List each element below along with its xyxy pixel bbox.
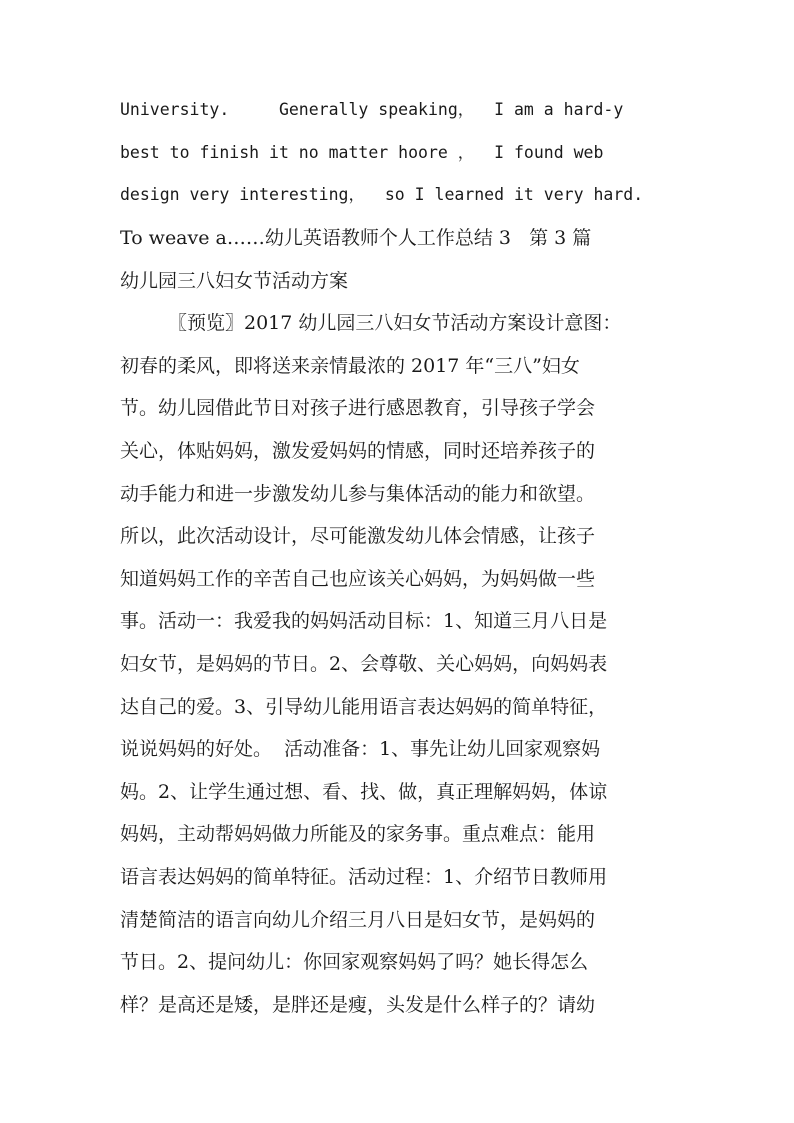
text-line: 妇女节，是妈妈的节日。2、会尊敬、关心妈妈，向妈妈表	[120, 653, 608, 675]
text-line: 说说妈妈的好处。 活动准备：1、事先让幼儿回家观察妈	[120, 738, 601, 760]
text-line: 语言表达妈妈的简单特征。活动过程：1、介绍节日教师用	[120, 866, 608, 888]
text-line: 动手能力和进一步激发幼儿参与集体活动的能力和欲望。	[120, 483, 596, 505]
text-line: 所以，此次活动设计，尽可能激发幼儿体会情感，让孩子	[120, 525, 596, 547]
text-line: 达自己的爱。3、引导幼儿能用语言表达妈妈的简单特征，	[120, 696, 608, 718]
section-title: 幼儿园三八妇女节活动方案	[120, 270, 349, 292]
text-line: design very interesting， so I learned it very hard.	[120, 185, 644, 204]
text-line: 妈。2、让学生通过想、看、找、做，真正理解妈妈，体谅	[120, 781, 608, 803]
text-line: 关心，体贴妈妈，激发爱妈妈的情感，同时还培养孩子的	[120, 440, 596, 462]
text-line: 初春的柔风，即将送来亲情最浓的 2017 年“三八”妇女	[120, 355, 580, 377]
text-line: 样？是高还是矮，是胖还是瘦，头发是什么样子的？请幼	[120, 994, 596, 1016]
text-line: To weave a……幼儿英语教师个人工作总结 3 第 3 篇	[120, 227, 592, 249]
text-line: 节日。2、提问幼儿：你回家观察妈妈了吗？她长得怎么	[120, 951, 589, 973]
text-line: best to finish it no matter hoore ， I found web	[120, 143, 604, 162]
text-line: 知道妈妈工作的辛苦自己也应该关心妈妈，为妈妈做一些	[120, 568, 596, 590]
text-line: 事。活动一：我爱我的妈妈活动目标：1、知道三月八日是	[120, 610, 608, 632]
text-line: 节。幼儿园借此节日对孩子进行感恩教育，引导孩子学会	[120, 397, 596, 419]
text-line: 〖预览〗2017 幼儿园三八妇女节活动方案设计意图：	[168, 312, 622, 334]
text-line: University. Generally speaking， I am a hard-y	[120, 100, 624, 119]
text-line: 清楚简洁的语言向幼儿介绍三月八日是妇女节，是妈妈的	[120, 909, 596, 931]
text-line: 妈妈，主动帮妈妈做力所能及的家务事。重点难点：能用	[120, 823, 596, 845]
